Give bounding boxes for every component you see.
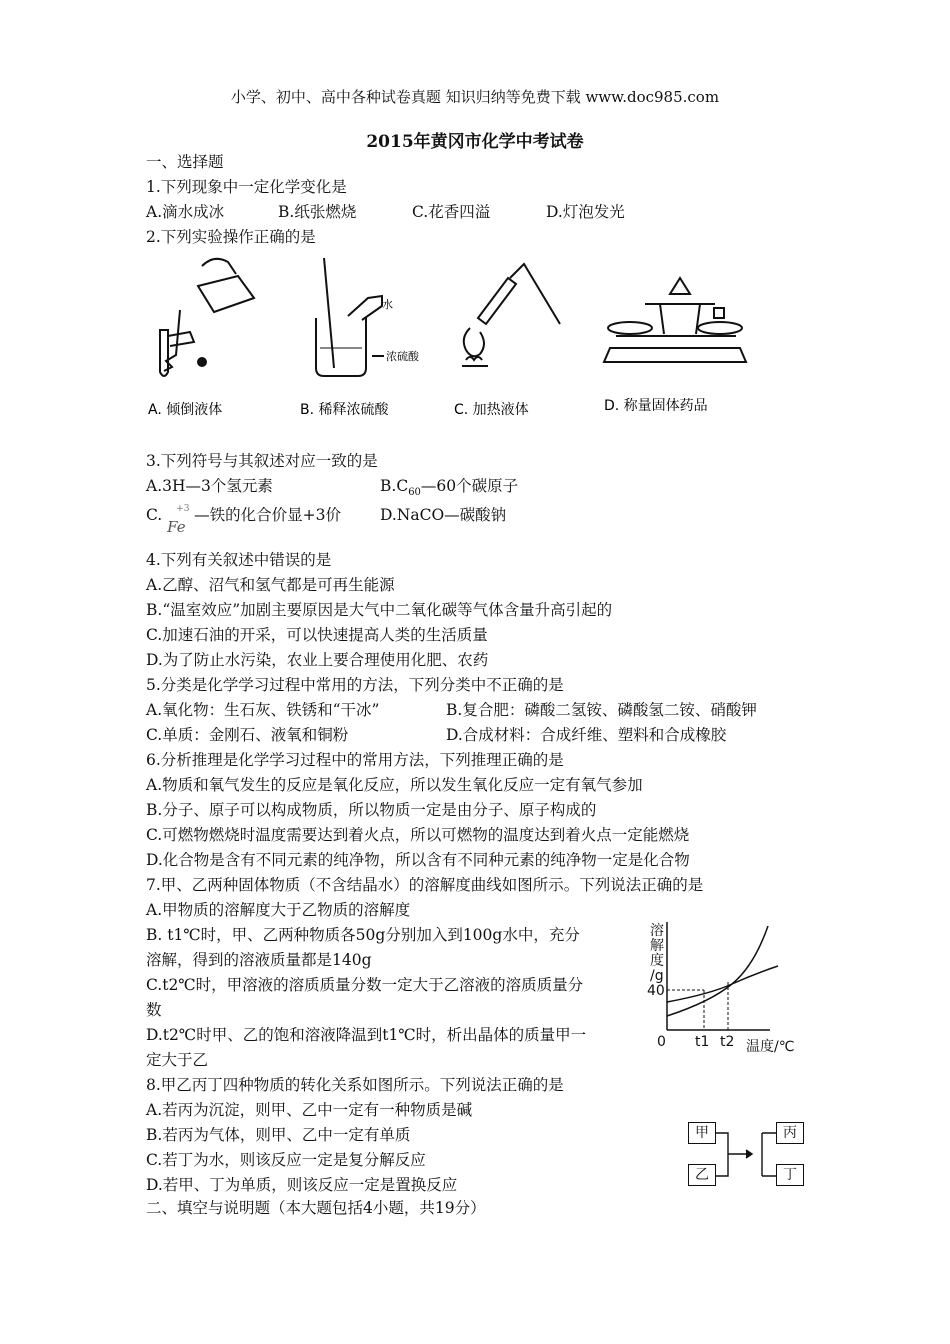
acid-tag: 浓硫酸 [386,350,419,363]
q8-stem: 8.甲乙丙丁四种物质的转化关系如图所示。下列说法正确的是 [146,1076,564,1094]
x-tick-t1: t1 [695,1034,710,1050]
q2-stem: 2.下列实验操作正确的是 [146,228,316,246]
box-yi: 乙 [688,1164,716,1186]
q5-option-a: A.氧化物：生石灰、铁锈和“干冰” [146,701,380,719]
label-weigh-solid: D. 称量固体药品 [604,398,708,414]
q6-stem: 6.分析推理是化学学习过程中的常用方法，下列推理正确的是 [146,751,564,769]
q3-option-c: C. +3 Fe —铁的化合价显+3价 [146,504,341,536]
label-pour-liquid: A. 倾倒液体 [148,402,223,418]
pouring-liquid-drawing [160,259,254,376]
q1-option-c: C.花香四溢 [412,203,491,221]
q8-option-b: B.若丙为气体，则甲、乙中一定有单质 [146,1126,411,1144]
q6-option-c: C.可燃物燃烧时温度需要达到着火点，所以可燃物的温度达到着火点一定能燃烧 [146,826,690,844]
q7-option-c-line1: C.t2℃时，甲溶液的溶质质量分数一定大于乙溶液的溶质质量分 [146,976,584,994]
q1-option-a: A.滴水成冰 [146,203,225,221]
y-tick-40: 40 [647,983,665,999]
q5-stem: 5.分类是化学学习过程中常用的方法，下列分类中不正确的是 [146,676,564,694]
q8-option-a: A.若丙为沉淀，则甲、乙中一定有一种物质是碱 [146,1101,473,1119]
q1-option-b: B.纸张燃烧 [278,203,357,221]
q4-option-b: B.“温室效应”加剧主要原因是大气中二氧化碳等气体含量升高引起的 [146,601,613,619]
q3-stem: 3.下列符号与其叙述对应一致的是 [146,452,378,470]
q4-option-a: A.乙醇、沼气和氢气都是可再生能源 [146,576,395,594]
q5-option-d: D.合成材料：合成纤维、塑料和合成橡胶 [446,726,727,744]
q7-stem: 7.甲、乙两种固体物质（不含结晶水）的溶解度曲线如图所示。下列说法正确的是 [146,876,704,894]
x-tick-t2: t2 [720,1034,735,1050]
diluting-acid-drawing [316,258,384,376]
q6-option-a: A.物质和氧气发生的反应是氧化反应，所以发生氧化反应一定有氧气参加 [146,776,643,794]
q3-option-b: $B.C_{60}—60$个碳原子 [380,477,519,499]
box-ding: 丁 [776,1164,804,1186]
section-heading-2: 二、填空与说明题（本大题包括4小题，共19分） [146,1199,486,1217]
label-heat-liquid: C. 加热液体 [454,402,529,418]
box-jia: 甲 [688,1122,716,1144]
q7-option-d-line1: D.t2℃时甲、乙的饱和溶液降温到t1℃时，析出晶体的质量甲一 [146,1026,587,1044]
q4-option-d: D.为了防止水污染，农业上要合理使用化肥、农药 [146,651,489,669]
q3-option-d: D.NaCO—碳酸钠 [380,506,507,524]
reaction-arrows [716,1120,778,1190]
q7-option-b-line1: B. t1℃时，甲、乙两种物质各50g分别加入到100g水中，充分 [146,926,580,944]
q7-option-b-line2: 溶解，得到的溶液质量都是140g [146,951,372,969]
q5-option-c: C.单质：金刚石、液氧和铜粉 [146,726,349,744]
page-header: 小学、初中、高中各种试卷真题 知识归纳等免费下载 www.doc985.com [230,88,720,106]
q3-option-a: A.3H—3个氢元素 [146,477,273,495]
q6-option-d: D.化合物是含有不同元素的纯净物，所以含有不同种元素的纯净物一定是化合物 [146,851,690,869]
q8-option-c: C.若丁为水，则该反应一定是复分解反应 [146,1151,426,1169]
curve-jia [667,926,768,1016]
exam-title: 2015年黄冈市化学中考试卷 [366,132,584,152]
q5-option-b: B.复合肥：磷酸二氢铵、磷酸氢二铵、硝酸钾 [446,701,757,719]
y-axis-label: 溶 解 度 /g [650,923,664,984]
q4-stem: 4.下列有关叙述中错误的是 [146,551,332,569]
box-bing: 丙 [776,1122,804,1144]
q8-option-d: D.若甲、丁为单质，则该反应一定是置换反应 [146,1176,458,1194]
q4-option-c: C.加速石油的开采，可以快速提高人类的生活质量 [146,626,488,644]
origin-label: 0 [657,1034,666,1050]
water-tag: 水 [382,298,393,311]
label-dilute-acid: B. 稀释浓硫酸 [300,402,389,418]
section-heading-1: 一、选择题 [146,153,224,171]
weighing-solids-drawing [604,278,746,362]
curve-yi [667,966,778,1002]
q1-stem: 1.下列现象中一定化学变化是 [146,178,347,196]
q7-option-c-line2: 数 [146,1001,162,1019]
q7-option-a: A.甲物质的溶解度大于乙物质的溶解度 [146,901,411,919]
lab-operations-figure [140,248,780,438]
q1-option-d: D.灯泡发光 [546,203,625,221]
x-axis-label: 温度/℃ [746,1039,795,1055]
q6-option-b: B.分子、原子可以构成物质，所以物质一定是由分子、原子构成的 [146,801,597,819]
heating-liquid-drawing [462,264,560,366]
q7-option-d-line2: 定大于乙 [146,1051,209,1069]
